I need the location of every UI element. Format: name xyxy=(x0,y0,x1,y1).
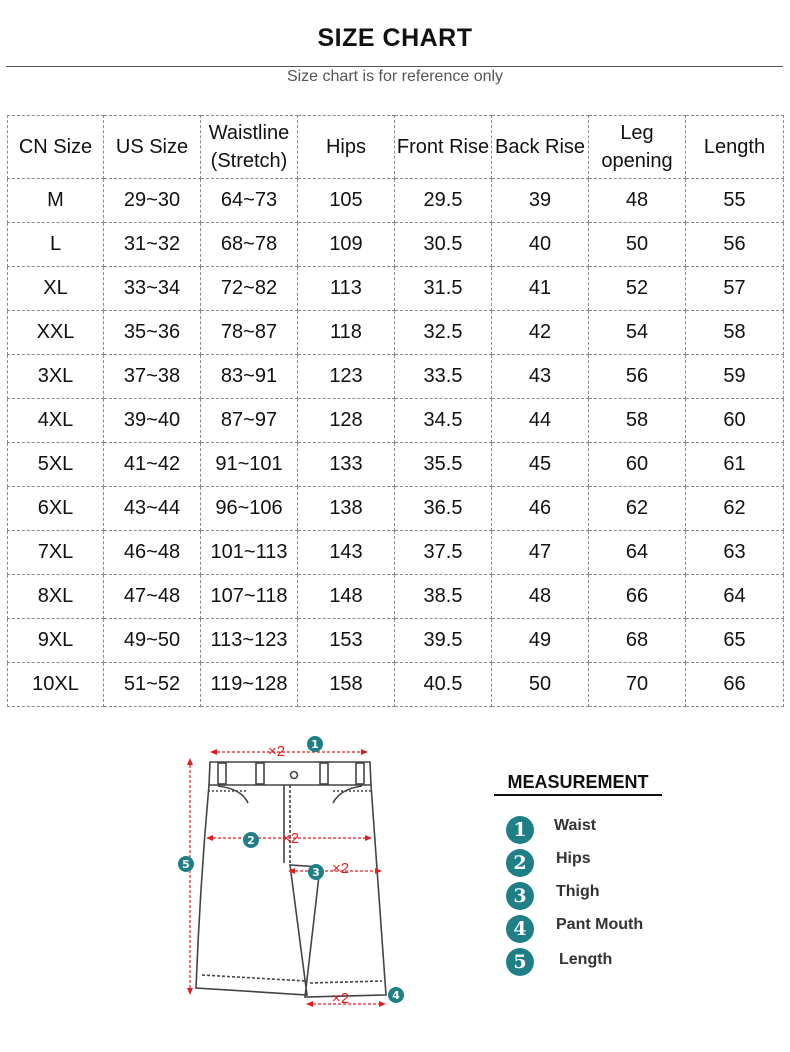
table-cell: 87~97 xyxy=(201,399,298,443)
table-cell: 118 xyxy=(298,311,395,355)
header-row xyxy=(8,116,784,179)
table-cell: M xyxy=(8,179,104,223)
table-cell: 35~36 xyxy=(104,311,201,355)
table-cell: 78~87 xyxy=(201,311,298,355)
header-cell: Length xyxy=(686,116,784,179)
marker-1-label: 1 xyxy=(311,738,319,751)
table-cell: 113 xyxy=(298,267,395,311)
table-cell: 3XL xyxy=(8,355,104,399)
table-cell: 29.5 xyxy=(395,179,492,223)
table-cell: 68~78 xyxy=(201,223,298,267)
legend-item-hips xyxy=(506,849,706,879)
table-cell: 46~48 xyxy=(104,531,201,575)
table-row xyxy=(8,399,784,443)
legend-title: MEASUREMENT xyxy=(494,772,662,796)
table-cell: 128 xyxy=(298,399,395,443)
table-cell: 105 xyxy=(298,179,395,223)
shorts-diagram xyxy=(160,725,420,1025)
table-cell: 64 xyxy=(686,575,784,619)
multiplier-label-pant-mouth: ×2 xyxy=(332,990,350,1007)
table-cell: 66 xyxy=(589,575,686,619)
legend-item-pant-mouth xyxy=(506,915,706,945)
legend-label: Length xyxy=(559,951,613,968)
table-cell: 91~101 xyxy=(201,443,298,487)
table-cell: 32.5 xyxy=(395,311,492,355)
table-cell: 60 xyxy=(589,443,686,487)
table-row xyxy=(8,619,784,663)
table-cell: 52 xyxy=(589,267,686,311)
table-cell: 64 xyxy=(589,531,686,575)
table-cell: 72~82 xyxy=(201,267,298,311)
table-cell: 47 xyxy=(492,531,589,575)
table-cell: XL xyxy=(8,267,104,311)
legend-item-length xyxy=(506,948,706,978)
table-cell: 44 xyxy=(492,399,589,443)
table-cell: 62 xyxy=(686,487,784,531)
header-cell: Leg opening xyxy=(589,116,686,179)
table-row xyxy=(8,267,784,311)
table-cell: 68 xyxy=(589,619,686,663)
table-cell: 9XL xyxy=(8,619,104,663)
legend-label: Waist xyxy=(554,817,597,834)
table-cell: 65 xyxy=(686,619,784,663)
table-cell: 39~40 xyxy=(104,399,201,443)
table-cell: 143 xyxy=(298,531,395,575)
table-cell: 148 xyxy=(298,575,395,619)
table-cell: 33.5 xyxy=(395,355,492,399)
page-title: SIZE CHART xyxy=(317,24,473,52)
table-cell: 10XL xyxy=(8,663,104,707)
header-cell: US Size xyxy=(104,116,201,179)
legend-label: Hips xyxy=(556,850,591,867)
table-cell: 70 xyxy=(589,663,686,707)
table-cell: 6XL xyxy=(8,487,104,531)
table-row xyxy=(8,487,784,531)
multiplier-label-thigh: ×2 xyxy=(332,860,350,877)
header-cell: CN Size xyxy=(8,116,104,179)
table-cell: 60 xyxy=(686,399,784,443)
table-row xyxy=(8,443,784,487)
table-cell: 37.5 xyxy=(395,531,492,575)
table-cell: 33~34 xyxy=(104,267,201,311)
table-cell: 29~30 xyxy=(104,179,201,223)
legend-label: Pant Mouth xyxy=(556,916,644,933)
table-cell: 133 xyxy=(298,443,395,487)
table-cell: 113~123 xyxy=(201,619,298,663)
table-cell: 66 xyxy=(686,663,784,707)
table-cell: 101~113 xyxy=(201,531,298,575)
legend-item-waist xyxy=(506,816,706,846)
marker-5-label: 5 xyxy=(182,858,190,871)
title-divider xyxy=(6,66,783,67)
marker-2-label: 2 xyxy=(247,834,255,847)
header-cell: Back Rise xyxy=(492,116,589,179)
table-cell: 61 xyxy=(686,443,784,487)
size-table xyxy=(7,115,784,707)
table-cell: 37~38 xyxy=(104,355,201,399)
table-cell: 62 xyxy=(589,487,686,531)
table-row xyxy=(8,179,784,223)
table-row xyxy=(8,575,784,619)
marker-4-label: 4 xyxy=(392,989,400,1002)
table-cell: 49 xyxy=(492,619,589,663)
table-cell: 48 xyxy=(589,179,686,223)
table-cell: 50 xyxy=(589,223,686,267)
table-cell: 96~106 xyxy=(201,487,298,531)
measure-lines xyxy=(190,752,384,1004)
table-cell: 7XL xyxy=(8,531,104,575)
table-cell: 64~73 xyxy=(201,179,298,223)
table-cell: 54 xyxy=(589,311,686,355)
table-cell: 38.5 xyxy=(395,575,492,619)
table-cell: 50 xyxy=(492,663,589,707)
table-row xyxy=(8,531,784,575)
legend-label: Thigh xyxy=(556,883,600,900)
table-cell: 119~128 xyxy=(201,663,298,707)
table-cell: 31~32 xyxy=(104,223,201,267)
table-cell: 34.5 xyxy=(395,399,492,443)
table-cell: 107~118 xyxy=(201,575,298,619)
table-cell: 51~52 xyxy=(104,663,201,707)
table-cell: XXL xyxy=(8,311,104,355)
table-cell: 30.5 xyxy=(395,223,492,267)
table-cell: 43~44 xyxy=(104,487,201,531)
table-cell: 55 xyxy=(686,179,784,223)
table-cell: 46 xyxy=(492,487,589,531)
header-cell: Front Rise xyxy=(395,116,492,179)
table-cell: 36.5 xyxy=(395,487,492,531)
table-cell: 59 xyxy=(686,355,784,399)
table-cell: 31.5 xyxy=(395,267,492,311)
multiplier-label-waist: ×2 xyxy=(268,743,286,760)
table-cell: 35.5 xyxy=(395,443,492,487)
table-row xyxy=(8,663,784,707)
table-cell: 58 xyxy=(686,311,784,355)
table-cell: 158 xyxy=(298,663,395,707)
subtitle: Size chart is for reference only xyxy=(286,68,504,85)
shorts-outline xyxy=(196,762,386,997)
table-row xyxy=(8,355,784,399)
header-cell: Hips xyxy=(298,116,395,179)
table-cell: 45 xyxy=(492,443,589,487)
table-cell: 83~91 xyxy=(201,355,298,399)
table-cell: 4XL xyxy=(8,399,104,443)
legend-number-icon: 3 xyxy=(506,882,534,910)
legend-number-icon: 4 xyxy=(506,915,534,943)
table-cell: 56 xyxy=(589,355,686,399)
legend-item-thigh xyxy=(506,882,706,912)
table-cell: 39.5 xyxy=(395,619,492,663)
table-cell: 42 xyxy=(492,311,589,355)
table-row xyxy=(8,311,784,355)
table-cell: 39 xyxy=(492,179,589,223)
table-cell: 56 xyxy=(686,223,784,267)
table-cell: L xyxy=(8,223,104,267)
table-cell: 41~42 xyxy=(104,443,201,487)
table-cell: 41 xyxy=(492,267,589,311)
table-cell: 40 xyxy=(492,223,589,267)
table-cell: 48 xyxy=(492,575,589,619)
table-cell: 49~50 xyxy=(104,619,201,663)
table-cell: 5XL xyxy=(8,443,104,487)
multiplier-label-hips: ×2 xyxy=(282,830,300,847)
legend-number-icon: 5 xyxy=(506,948,534,976)
header-cell: Waistline (Stretch) xyxy=(201,116,298,179)
legend-number-icon: 1 xyxy=(506,816,534,844)
table-cell: 57 xyxy=(686,267,784,311)
table-cell: 58 xyxy=(589,399,686,443)
table-cell: 40.5 xyxy=(395,663,492,707)
table-row xyxy=(8,223,784,267)
table-cell: 123 xyxy=(298,355,395,399)
table-cell: 109 xyxy=(298,223,395,267)
table-cell: 47~48 xyxy=(104,575,201,619)
table-cell: 138 xyxy=(298,487,395,531)
marker-3-label: 3 xyxy=(312,866,320,879)
table-cell: 43 xyxy=(492,355,589,399)
table-cell: 63 xyxy=(686,531,784,575)
table-cell: 153 xyxy=(298,619,395,663)
table-cell: 8XL xyxy=(8,575,104,619)
legend-number-icon: 2 xyxy=(506,849,534,877)
